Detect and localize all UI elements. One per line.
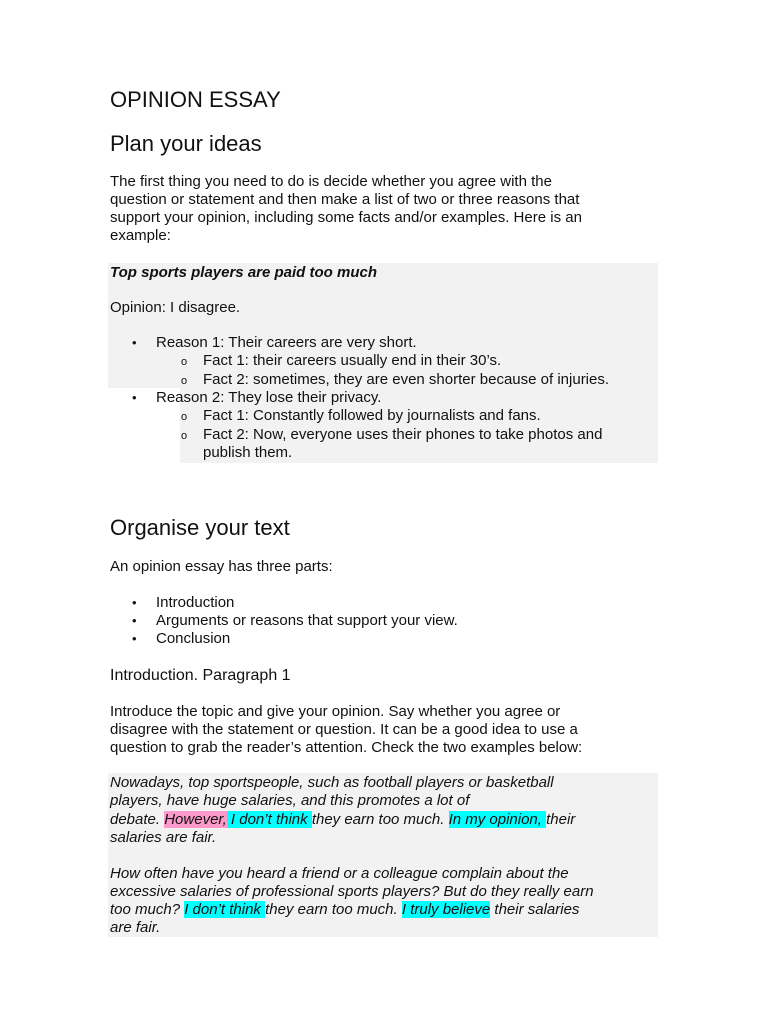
reason-2-fact-2-continued: publish them. bbox=[203, 444, 293, 461]
bullet-marker: • bbox=[132, 335, 137, 350]
plan-intro-line: The first thing you need to do is decide whether you agree with the bbox=[110, 173, 552, 190]
reason-1: Reason 1: Their careers are very short. bbox=[156, 334, 417, 351]
organise-intro: An opinion essay has three parts: bbox=[110, 558, 333, 575]
introduction-body-line: Introduce the topic and give your opinion. Say whether you agree or bbox=[110, 703, 561, 720]
bullet-marker: • bbox=[132, 595, 137, 610]
introduction-body bbox=[110, 703, 650, 757]
reason-1-fact-1: Fact 1: their careers usually end in their 30’s. bbox=[203, 352, 502, 369]
document-title: OPINION ESSAY bbox=[110, 87, 281, 112]
introduction-body-line: question to grab the reader’s attention. Check the two examples below: bbox=[110, 739, 583, 756]
example-title: Top sports players are paid too much bbox=[110, 264, 377, 281]
plan-heading: Plan your ideas bbox=[110, 131, 262, 156]
bullet-marker: • bbox=[132, 613, 137, 628]
example-2-line: How often have you heard a friend or a colleague complain about the bbox=[110, 865, 569, 882]
text-segment: too much? bbox=[110, 901, 185, 918]
sub-bullet-marker: o bbox=[181, 430, 188, 442]
highlight-dont-think: I don’t think bbox=[184, 901, 266, 918]
plan-intro-line: support your opinion, including some facts and/or examples. Here is an bbox=[110, 209, 582, 226]
plan-intro-paragraph bbox=[110, 173, 650, 245]
plan-intro-line: example: bbox=[110, 227, 171, 244]
example-1-line-highlighted bbox=[110, 811, 575, 829]
reason-2-fact-2: Fact 2: Now, everyone uses their phones to take photos and bbox=[203, 426, 603, 443]
example-2-line: excessive salaries of professional sports players? But do they really earn bbox=[110, 883, 594, 900]
introduction-body-line: disagree with the statement or question. It can be a good idea to use a bbox=[110, 721, 578, 738]
text-segment: their salaries bbox=[490, 901, 580, 918]
example-2-line-highlighted bbox=[110, 901, 579, 919]
text-segment: debate. bbox=[110, 811, 165, 828]
sub-bullet-marker: o bbox=[181, 356, 188, 368]
sub-bullet-marker: o bbox=[181, 411, 188, 423]
sub-bullet-marker: o bbox=[181, 375, 188, 387]
highlight-however: However, bbox=[164, 811, 227, 828]
bullet-marker: • bbox=[132, 631, 137, 646]
example-2-line: are fair. bbox=[110, 919, 161, 936]
example-opinion: Opinion: I disagree. bbox=[110, 299, 241, 316]
highlight-dont-think: I don’t think bbox=[226, 811, 312, 828]
highlight-truly-believe: I truly believe bbox=[401, 901, 491, 918]
part-conclusion: Conclusion bbox=[156, 630, 231, 647]
reason-2: Reason 2: They lose their privacy. bbox=[156, 389, 382, 406]
part-introduction: Introduction bbox=[156, 594, 235, 611]
bullet-marker: • bbox=[132, 390, 137, 405]
organise-heading: Organise your text bbox=[110, 515, 290, 540]
reason-2-fact-1: Fact 1: Constantly followed by journalists and fans. bbox=[203, 407, 541, 424]
text-segment: they earn too much. bbox=[311, 811, 449, 828]
reason-1-fact-2: Fact 2: sometimes, they are even shorter because of injuries. bbox=[203, 371, 610, 388]
part-arguments: Arguments or reasons that support your view. bbox=[156, 612, 458, 629]
example-1-line: Nowadays, top sportspeople, such as football players or basketball bbox=[110, 774, 554, 791]
example-1-line: players, have huge salaries, and this promotes a lot of bbox=[110, 792, 470, 809]
highlight-in-my-opinion: In my opinion, bbox=[448, 811, 547, 828]
plan-intro-line: question or statement and then make a list of two or three reasons that bbox=[110, 191, 580, 208]
text-segment: they earn too much. bbox=[265, 901, 402, 918]
text-segment: their bbox=[546, 811, 576, 828]
example-1-line: salaries are fair. bbox=[110, 829, 217, 846]
introduction-heading: Introduction. Paragraph 1 bbox=[110, 667, 291, 684]
